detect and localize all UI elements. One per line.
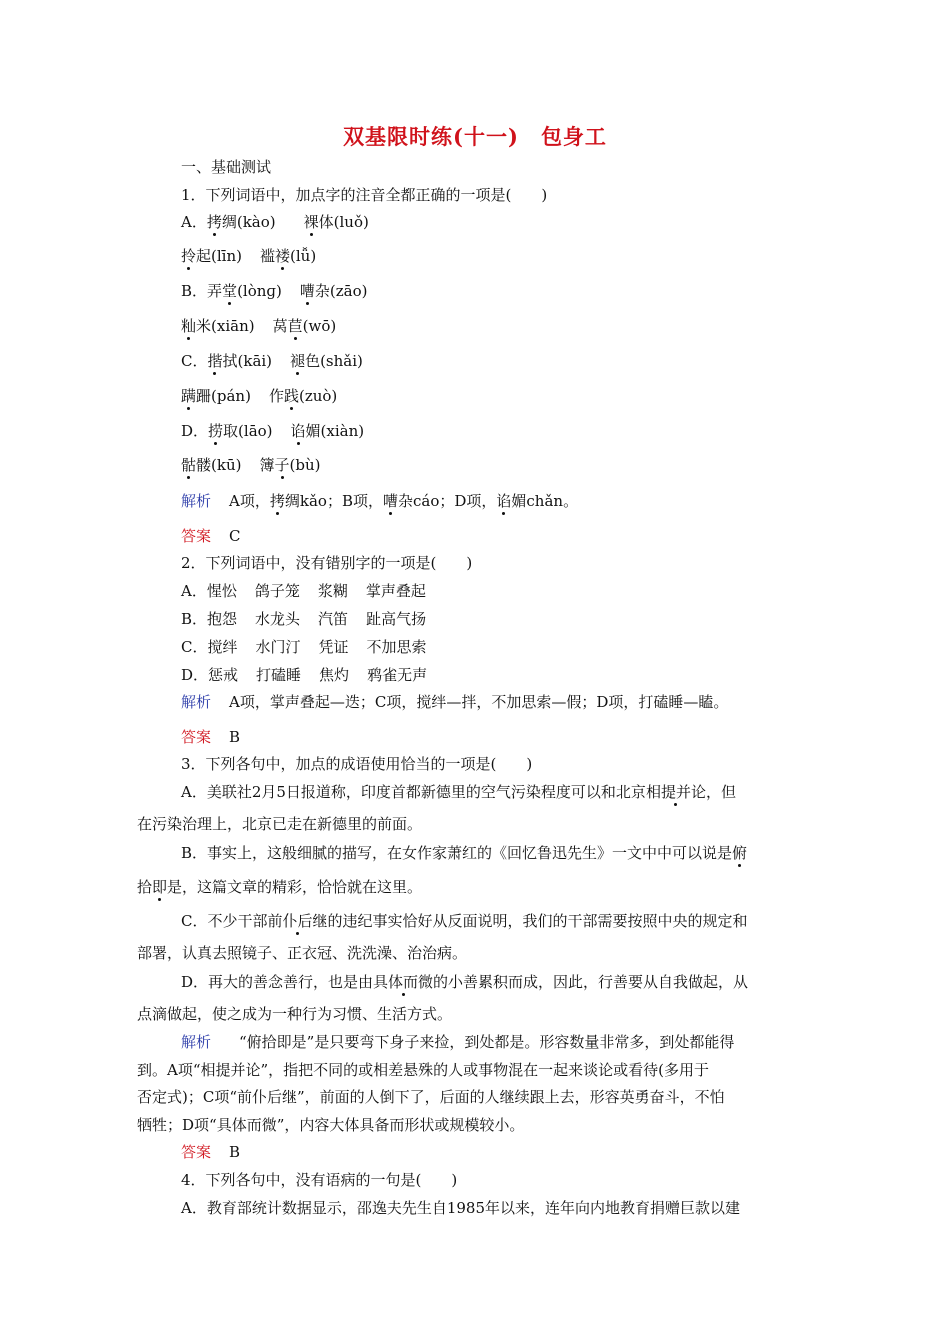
q1-stem: 1．下列词语中，加点字的注音全都正确的一项是( ) (181, 186, 548, 204)
q1-option-c-line1: C．揩拭(kāi) 褪色(shǎi) (181, 352, 363, 370)
q4-option-a-line1: A．教育部统计数据显示，邵逸夫先生自1985年以来，连年向内地教育捐赠巨款以建 (181, 1199, 741, 1217)
q3-stem: 3．下列各句中，加点的成语使用恰当的一项是( ) (181, 755, 533, 773)
q1-option-a-line2: 拎起(līn) 褴褛(lǚ) (181, 247, 317, 265)
q3-analysis-line4: 牺牲；D项“具体而微”，内容大体具备而形状或规模较小。 (137, 1116, 525, 1134)
q2-option-d: D．惩戒 打磕睡 焦灼 鸦雀无声 (181, 666, 428, 684)
q3-option-c-line2: 部署，认真去照镜子、正衣冠、洗洗澡、治治病。 (137, 944, 468, 962)
q1-option-d-line1: D．捞取(lāo) 谄媚(xiàn) (181, 422, 365, 440)
q3-option-a-line2: 在污染治理上，北京已走在新德里的前面。 (137, 815, 423, 833)
q2-option-a: A．惺忪 鸽子笼 浆糊 掌声叠起 (181, 582, 426, 600)
title-main: 双基限时练(十一) (343, 124, 519, 149)
q2-analysis: 解析 A项，掌声叠起—迭；C项，搅绊—拌，不加思索—假；D项，打磕睡—瞌。 (181, 693, 729, 711)
q3-option-c-line1: C．不少干部前仆后继的违纪事实恰好从反面说明，我们的干部需要按照中央的规定和 (181, 912, 748, 930)
q3-analysis-line3: 否定式)；C项“前仆后继”，前面的人倒下了，后面的人继续跟上去，形容英勇奋斗，不怕 (137, 1088, 725, 1106)
q2-option-c: C．搅绊 水门汀 凭证 不加思索 (181, 638, 427, 656)
q1-option-c-line2: 蹒跚(pán) 作践(zuò) (181, 387, 338, 405)
analysis-label: 解析 (181, 492, 212, 510)
q3-option-d-line1: D．再大的善念善行，也是由具体而微的小善累积而成，因此，行善要从自我做起，从 (181, 973, 749, 991)
q1-answer: 答案 C (181, 527, 241, 545)
section-heading: 一、基础测试 (181, 158, 272, 176)
q4-stem: 4．下列各句中，没有语病的一句是( ) (181, 1171, 458, 1189)
title-sub: 包身工 (540, 124, 607, 149)
q3-analysis-line1: 解析 “俯拾即是”是只要弯下身子来捡，到处都是。形容数量非常多，到处都能得 (181, 1033, 735, 1051)
q2-stem: 2．下列词语中，没有错别字的一项是( ) (181, 554, 473, 572)
q3-option-b-line2: 拾即是，这篇文章的精彩，恰恰就在这里。 (137, 878, 423, 896)
q3-option-a-line1: A．美联社2月5日报道称，印度首都新德里的空气污染程度可以和北京相提并论，但 (181, 783, 736, 801)
page-title (0, 121, 950, 151)
q1-analysis: 解析 A项，拷绸kǎo；B项，嘈杂cáo；D项，谄媚chǎn。 (181, 492, 579, 510)
q1-option-d-line2: 骷髅(kū) 簿子(bù) (181, 456, 321, 474)
q2-option-b: B．抱怨 水龙头 汽笛 趾高气扬 (181, 610, 427, 628)
q3-answer: 答案 B (181, 1143, 241, 1161)
q2-answer: 答案 B (181, 728, 241, 746)
q1-option-b-line1: B．弄堂(lònɡ) 嘈杂(zāo) (181, 282, 368, 300)
q1-option-a-line1: A．拷绸(kào) 裸体(luǒ) (181, 213, 369, 231)
q3-option-d-line2: 点滴做起，使之成为一种行为习惯、生活方式。 (137, 1005, 453, 1023)
q1-option-b-line2: 籼米(xiān) 莴苣(wō) (181, 317, 337, 335)
q3-analysis-line2: 到。A项“相提并论”，指把不同的或相差悬殊的人或事物混在一起来谈论或看待(多用于 (137, 1061, 710, 1079)
q3-option-b-line1: B．事实上，这般细腻的描写，在女作家萧红的《回忆鲁迅先生》一文中中可以说是俯 (181, 844, 748, 862)
answer-label: 答案 (181, 527, 212, 545)
